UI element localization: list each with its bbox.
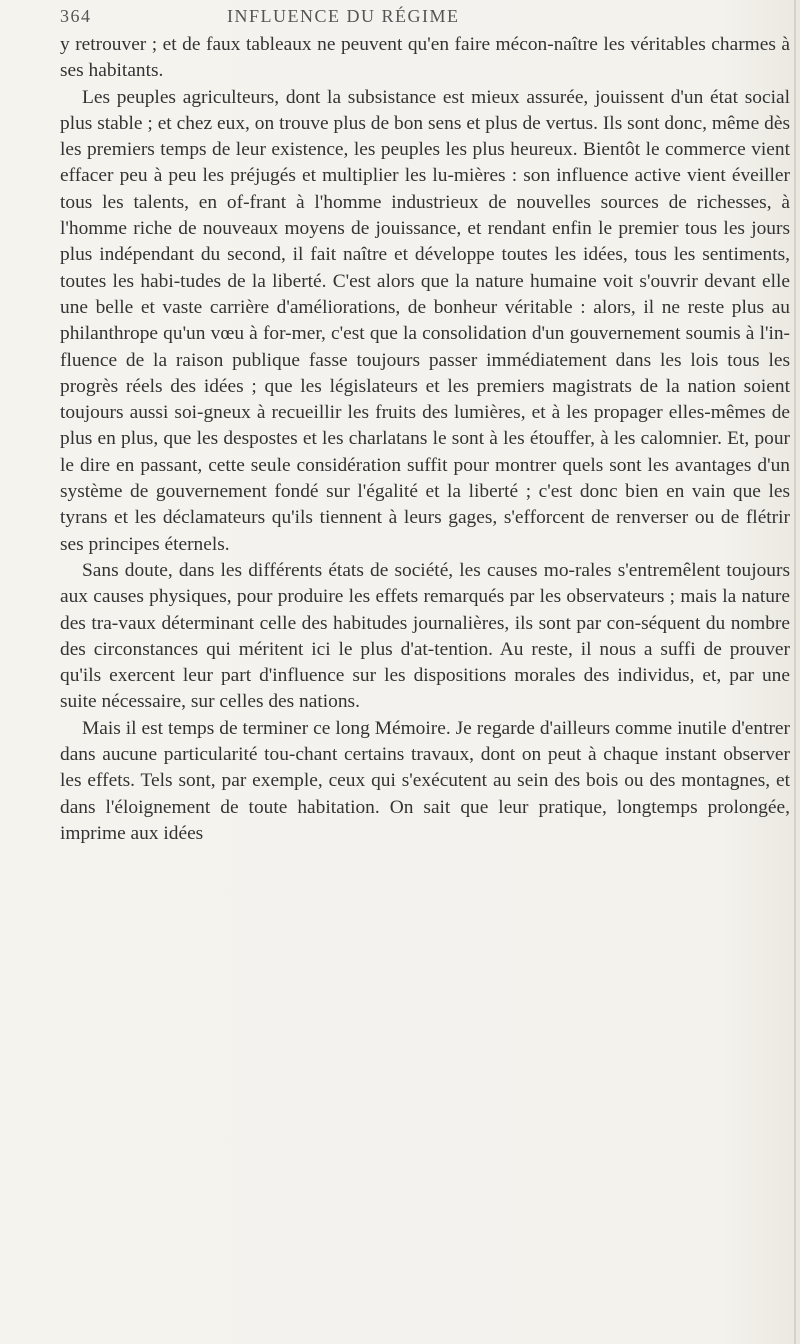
running-title: INFLUENCE DU RÉGIME — [227, 6, 460, 26]
running-header — [60, 4, 800, 30]
paragraph: Sans doute, dans les différents états de société, les causes mo-rales s'entremêlent toujours aux causes physiques, pour produire les effets remarqués par les observateurs ; mais la nature des tra-vaux déterminant celle des habitudes journalières, ils sont par con-séquent du nombre des circonstances qui méritent ici le plus d'at-tention. Au reste, il nous a suffi de prouver qu'ils exercent leur part d'influence sur les dispositions morales des individus, et, par une suite nécessaire, sur celles des nations. — [60, 559, 790, 713]
paragraph: Les peuples agriculteurs, dont la subsistance est mieux assurée, jouissent d'un état social plus stable ; et chez eux, on trouve plus de bon sens et plus de vertus. Ils sont donc, même dès les premiers temps de leur existence, les peuples les plus heureux. Bientôt le commerce vient effacer peu à peu les préjugés et multiplier les lu-mières : son influence active vient éveiller tous les talents, en of-frant à l'homme industrieux de nouvelles sources de richesses, à l'homme riche de nouveaux moyens de jouissance, et rendant enfin le premier tous les jours plus indépendant du second, il fait naître et développe toutes les idées, tous les sentiments, toutes les habi-tudes de la liberté. C'est alors que la nature humaine voit s'ouvrir devant elle une belle et vaste carrière d'améliorations, de bonheur véritable : alors, il ne reste plus au philanthrope qu'un vœu à for-mer, c'est que la consolidation d'un gouvernement soumis à l'in-fluence de la raison publique fasse toujours passer immédiatement dans les lois tous les progrès réels des idées ; que les législateurs et les premiers magistrats de la nation soient toujours aussi soi-gneux à recueillir les fruits des lumières, et à les propager elles-mêmes de plus en plus, que les despostes et les charlatans le sont à les étouffer, à les calomnier. Et, pour le dire en passant, cette seule considération suffit pour montrer quels sont les avantages d'un système de gouvernement fondé sur l'égalité et la liberté ; c'est donc bien en vain que les tyrans et les déclamateurs qu'ils tiennent à leurs gages, s'efforcent de renverser ou de flétrir ses principes éternels. — [60, 86, 790, 555]
paragraph: Mais il est temps de terminer ce long Mémoire. Je regarde d'ailleurs comme inutile d'entrer dans aucune particularité tou-chant certains travaux, dont on peut à chaque instant observer les effets. Tels sont, par exemple, ceux qui s'exécutent au sein des bois ou des montagnes, et dans l'éloignement de toute habitation. On sait que leur pratique, longtemps prolongée, imprime aux idées — [60, 717, 790, 844]
page-edge — [794, 0, 796, 1344]
page-number: 364 — [60, 6, 92, 26]
paragraph-continued: y retrouver ; et de faux tableaux ne peuvent qu'en faire mécon-naître les véritables charmes à ses habitants. — [60, 34, 790, 82]
body-text — [60, 32, 790, 847]
